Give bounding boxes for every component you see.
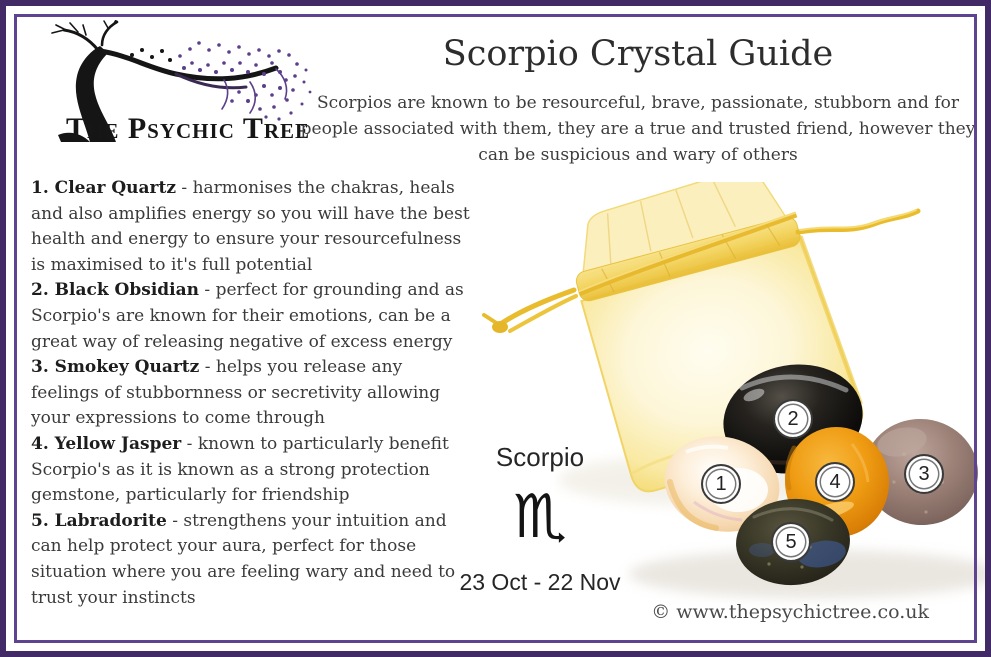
crystal-name: 4. Yellow Jasper	[31, 433, 182, 454]
crystal-description: known to particularly benefit Scorpio's as it is known as a strong protection gemstone, particularly for friendship	[31, 433, 449, 506]
page-title: Scorpio Crystal Guide	[442, 34, 834, 74]
zodiac-name: Scorpio	[495, 442, 585, 472]
separator: -	[166, 510, 184, 531]
marker-label: 2	[787, 407, 799, 430]
separator: -	[199, 357, 216, 378]
crystal-item-3	[31, 355, 473, 432]
photo-marker-black-obsidian	[773, 399, 813, 439]
separator: -	[176, 178, 193, 198]
copyright-text: © www.thepsychictree.co.uk	[651, 601, 929, 623]
crystal-item-1	[31, 176, 473, 278]
marker-label: 3	[918, 462, 930, 485]
marker-label: 4	[829, 470, 841, 493]
zodiac-dates: 23 Oct - 22 Nov	[459, 569, 621, 595]
crystal-description: harmonises the chakras, heals and also amplifies energy so you will have the best health and energy to ensure your resourcefulness is maximised to it's full potential	[31, 178, 470, 275]
intro-text: Scorpios are known to be resourceful, brave, passionate, stubborn and for people associated with them, they are a true and trusted friend, however they can be suspicious and wary of others	[300, 93, 976, 165]
photo-marker-labradorite	[771, 522, 811, 562]
photo-marker-yellow-jasper	[815, 462, 855, 502]
brand-name: The Psychic Tree	[66, 112, 311, 145]
crystal-description: helps you release any feelings of stubbornness or secretivity allowing your expressions to come through	[31, 357, 441, 429]
marker-label: 5	[785, 530, 797, 553]
crystal-item-2	[31, 278, 473, 355]
crystal-name: 2. Black Obsidian	[31, 280, 200, 301]
crystal-name: 5. Labradorite	[31, 510, 167, 531]
crystal-description: strengthens your intuition and can help protect your aura, perfect for those situation where you are feeling wary and need to trust your instincts	[31, 510, 456, 608]
zodiac-block	[454, 436, 626, 596]
photo-marker-clear-quartz	[701, 464, 741, 504]
scorpio-symbol-icon: ♏	[513, 482, 567, 552]
crystal-description: perfect for grounding and as Scorpio's are known for their emotions, can be a great way of releasing negative of excess energy	[31, 280, 464, 352]
separator: -	[199, 280, 216, 301]
photo-marker-smokey-quartz	[904, 454, 944, 494]
crystal-name: 3. Smokey Quartz	[31, 357, 200, 378]
separator: -	[181, 433, 198, 454]
crystal-item-4	[31, 432, 473, 509]
crystal-item-5	[31, 509, 473, 611]
crystal-list	[31, 176, 473, 611]
marker-label: 1	[715, 472, 727, 495]
crystal-name: 1. Clear Quartz	[31, 178, 177, 198]
